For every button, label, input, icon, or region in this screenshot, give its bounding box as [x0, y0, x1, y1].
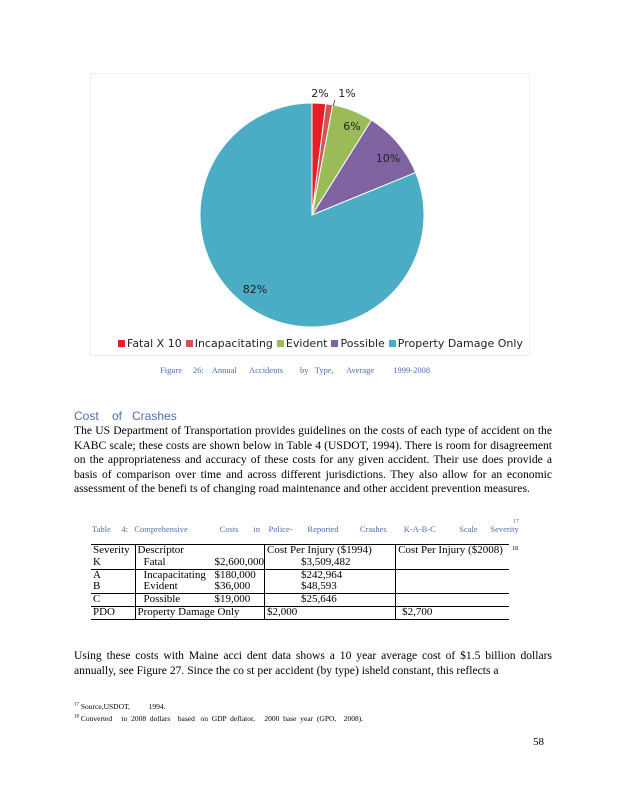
header-severity: Severity: [91, 545, 135, 557]
cost-table: [91, 544, 509, 620]
cell-severity: A: [91, 569, 135, 581]
header-descriptor: Descriptor: [135, 545, 265, 557]
page-number: 58: [533, 736, 544, 748]
header-cost-2008: Cost Per Injury ($2008): [396, 545, 509, 557]
cell-descriptor: Property Damage Only: [135, 606, 265, 619]
cell-cost-2008: [396, 569, 509, 581]
legend-swatch: [186, 340, 193, 347]
legend-swatch: [118, 340, 125, 347]
table-caption-footnote-ref: 17: [513, 519, 519, 525]
conclusion-paragraph: Using these costs with Maine acci dent data shows a 10 year average cost of $1.5 billion dollars annually, see Figure 27. Since the co st per accident (by type) isheld constant, this reflects a: [74, 649, 552, 677]
legend-swatch: [389, 340, 396, 347]
footnote-17: [74, 702, 166, 711]
cell-cost-a: $19,000: [213, 594, 265, 607]
table-row: [91, 581, 509, 593]
pie-data-label: 6%: [343, 120, 361, 133]
cell-descriptor: Evident: [143, 580, 178, 593]
cell-descriptor: Incapacitating: [135, 569, 213, 581]
legend-label: Incapacitating: [194, 337, 273, 350]
body-paragraph: The US Department of Transportation provides guidelines on the costs of each type of accident on the KABC scale; these costs are shown below in Table 4 (USDOT, 1994). There is room for disagreement on the appropriateness and accuracy of these costs for any given accident. Their use does provide a basis of comparison over time and across different jurisdictions. They also allow for an economic assessment of the benefi ts of changing road maintenance and other accident prevention measures.: [74, 424, 552, 495]
chart-legend: [118, 337, 527, 350]
legend-swatch: [277, 340, 284, 347]
legend-swatch: [331, 340, 338, 347]
footnote-mark: 18: [74, 714, 79, 720]
cell-cost-2008: [396, 557, 509, 569]
cell-severity: K: [91, 557, 135, 569]
footnote-18: [74, 714, 363, 723]
cell-cost-a: $180,000: [213, 569, 265, 581]
cell-cost-b: $242,964: [265, 569, 396, 581]
table-row: [91, 557, 509, 569]
legend-label: Fatal X 10: [127, 337, 182, 350]
table-row: [91, 594, 509, 607]
legend-item: [186, 337, 273, 350]
cell-severity: B: [91, 581, 135, 593]
pie-data-label: 10%: [375, 152, 401, 165]
cell-cost-2008: [396, 594, 509, 607]
legend-item: [118, 337, 182, 350]
pie-slices: [200, 103, 424, 327]
cell-cost-2008: $2,700: [396, 606, 509, 619]
pie-data-label: 2%: [311, 87, 329, 100]
pie-data-label: 82%: [242, 283, 268, 296]
legend-item: [277, 337, 328, 350]
legend-label: Possible: [340, 337, 385, 350]
cell-cost-b: $48,593: [265, 581, 396, 593]
pie-chart: [0, 0, 618, 360]
legend-item: [331, 337, 384, 350]
footnote-text: Converted to 2008 dollars based on GDP deflator, 2000 base year (GPO, 2008).: [79, 714, 364, 723]
cell-cost-b: $3,509,482: [265, 557, 396, 569]
legend-item: [389, 337, 523, 350]
footnote-text: Source,USDOT, 1994.: [79, 702, 166, 711]
cell-severity: C: [91, 594, 135, 607]
legend-label: Evident: [285, 337, 328, 350]
cell-descriptor: Fatal: [143, 555, 166, 568]
legend-label: Property Damage Only: [397, 337, 523, 350]
pie-data-label: 1%: [338, 87, 356, 100]
table-header-row: [91, 545, 509, 557]
cell-cost-a: $2,600,000: [214, 555, 265, 568]
header-cost-1994: Cost Per Injury ($1994): [265, 545, 396, 557]
cell-cost-2008: [396, 581, 509, 593]
figure-caption: Figure 26: Annual Accidents by Type, Average 1999-2008: [160, 365, 431, 375]
cell-cost-a: $36,000: [213, 581, 265, 593]
cell-cost-b: $2,000: [265, 606, 396, 619]
cell-descriptor: Possible: [135, 594, 213, 607]
table-footnote-ref: 18: [512, 546, 518, 552]
table-row: [91, 606, 509, 619]
cell-severity: PDO: [91, 606, 135, 619]
table-caption: Table 4: Comprehensive Costs in Police- Reported Crashes K-A-B-C Scale Severity: [92, 524, 519, 534]
footnote-mark: 17: [74, 702, 79, 708]
cell-cost-b: $25,646: [265, 594, 396, 607]
section-heading: Cost of Crashes: [74, 409, 177, 423]
